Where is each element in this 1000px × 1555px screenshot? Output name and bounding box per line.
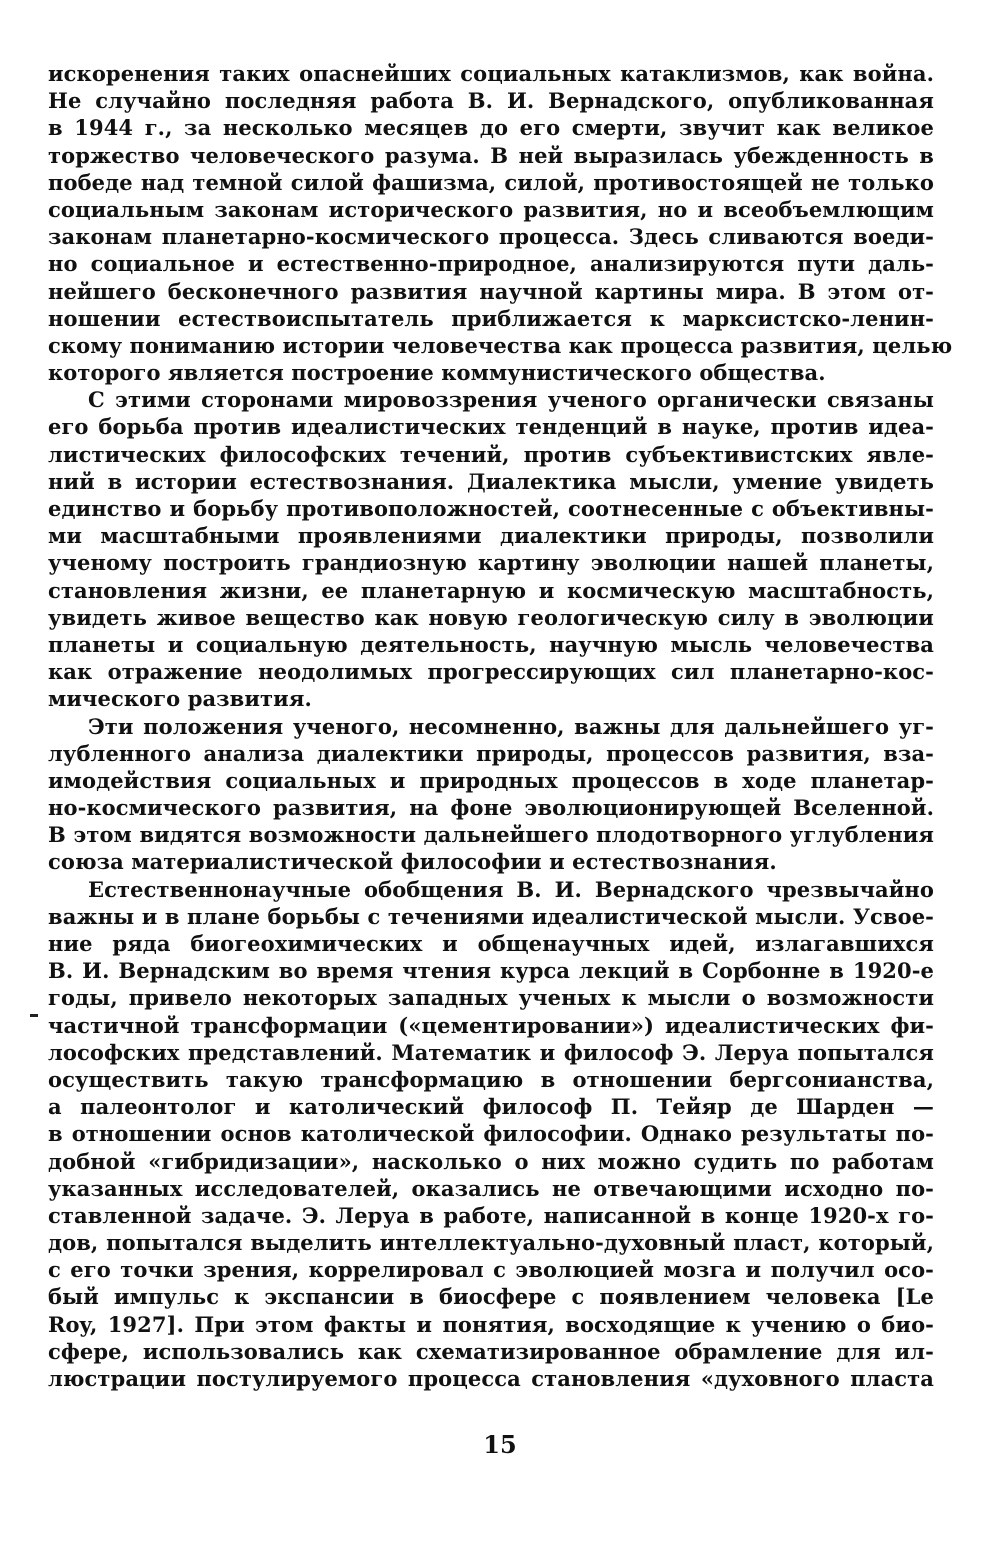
text-line: единство и борьбу противоположностей, соотнесенные с объективны-: [48, 496, 934, 521]
text-line: ученому построить грандиозную картину эволюции нашей планеты,: [48, 550, 934, 576]
text-line: его борьба против идеалистических тенденций в науке, против идеа-: [48, 414, 934, 440]
text-line: в отношении основ католической философии. Однако результаты по-: [48, 1121, 934, 1147]
text-line: важны и в плане борьбы с течениями идеалистической мысли. Усвое-: [48, 903, 934, 929]
text-line: Не случайно последняя работа В. И. Вернадского, опубликованная: [48, 88, 934, 114]
margin-mark: [30, 1014, 38, 1017]
text-line: скому пониманию истории человечества как процесса развития, целью: [48, 332, 953, 358]
text-line: Естественнонаучные обобщения В. И. Вернадского чрезвычайно: [88, 876, 934, 902]
text-line: лософских представлений. Математик и философ Э. Леруа попытался: [48, 1039, 934, 1065]
text-line: социальным законам исторического развития, но и всеобъемлющим: [48, 196, 934, 222]
text-line: мического развития.: [48, 686, 312, 712]
text-line: лубленного анализа диалектики природы, процессов развития, вза-: [48, 740, 934, 766]
text-line: бый импульс к экспансии в биосфере с появлением человека [Le: [48, 1284, 934, 1310]
text-line: увидеть живое вещество как новую геологическую силу в эволюции: [48, 604, 934, 630]
text-line: Эти положения ученого, несомненно, важны для дальнейшего уг-: [88, 713, 934, 739]
text-line: осуществить такую трансформацию в отношении бергсонианства,: [48, 1066, 934, 1092]
text-line: указанных исследователей, оказались не отвечающими исходно по-: [48, 1175, 934, 1201]
text-line: как отражение неодолимых прогрессирующих сил планетарно-кос-: [48, 659, 934, 685]
text-line: ставленной задаче. Э. Леруа в работе, написанной в конце 1920-х го-: [48, 1202, 934, 1228]
text-line: с его точки зрения, коррелировал с эволюцией мозга и получил осо-: [48, 1257, 934, 1283]
text-line: которого является построение коммунистического общества.: [48, 360, 826, 386]
text-line: планеты и социальную деятельность, научную мысль человечества: [48, 631, 934, 657]
text-line: торжество человеческого разума. В ней выразилась убежденность в: [48, 142, 934, 168]
text-line: в 1944 г., за несколько месяцев до его смерти, звучит как великое: [48, 115, 934, 141]
text-line: Roy, 1927]. При этом факты и понятия, восходящие к учению о био-: [48, 1311, 934, 1337]
text-line: ми масштабными проявлениями диалектики природы, позволили: [48, 523, 934, 549]
text-line: дов, попытался выделить интеллектуально-духовный пласт, который,: [48, 1230, 934, 1256]
text-line: С этими сторонами мировоззрения ученого органически связаны: [88, 387, 934, 413]
text-line: В. И. Вернадским во время чтения курса лекций в Сорбонне в 1920-е: [48, 958, 934, 984]
text-line: нейшего бесконечного развития научной картины мира. В этом от-: [48, 278, 934, 304]
page-number: 15: [483, 1430, 517, 1459]
text-line: ношении естествоиспытатель приближается к марксистско-ленин-: [48, 305, 934, 331]
text-line: добной «гибридизации», насколько о них можно судить по работам: [48, 1148, 934, 1174]
text-line: имодействия социальных и природных процессов в ходе планетар-: [48, 767, 934, 793]
text-line: люстрации постулируемого процесса становления «духовного пласта: [48, 1366, 934, 1391]
body-text: [48, 60, 953, 1392]
text-line: становления жизни, ее планетарную и космическую масштабность,: [48, 577, 934, 603]
text-line: искоренения таких опаснейших социальных катаклизмов, как война.: [48, 61, 934, 86]
text-line: но-космического развития, на фоне эволюционирующей Вселенной.: [48, 795, 934, 821]
text-line: В этом видятся возможности дальнейшего плодотворного углубления: [48, 822, 934, 848]
text-line: но социальное и естественно-природное, анализируются пути даль-: [48, 251, 934, 277]
text-line: а палеонтолог и католический философ П. Тейяр де Шарден —: [48, 1094, 934, 1120]
text-line: годы, привело некоторых западных ученых к мысли о возможности: [48, 985, 934, 1011]
text-line: листических философских течений, против субъективистских явле-: [48, 441, 934, 467]
text-line: законам планетарно-космического процесса. Здесь сливаются воеди-: [48, 224, 934, 250]
text-line: частичной трансформации («цементировании») идеалистических фи-: [48, 1012, 934, 1038]
text-line: ние ряда биогеохимических и общенаучных идей, излагавшихся: [48, 931, 934, 956]
text-line: победе над темной силой фашизма, силой, противостоящей не только: [48, 169, 934, 195]
text-line: ний в истории естествознания. Диалектика мысли, умение увидеть: [48, 468, 934, 494]
text-line: сфере, использовались как схематизированное обрамление для ил-: [48, 1338, 934, 1364]
text-line: союза материалистической философии и естествознания.: [48, 849, 777, 875]
